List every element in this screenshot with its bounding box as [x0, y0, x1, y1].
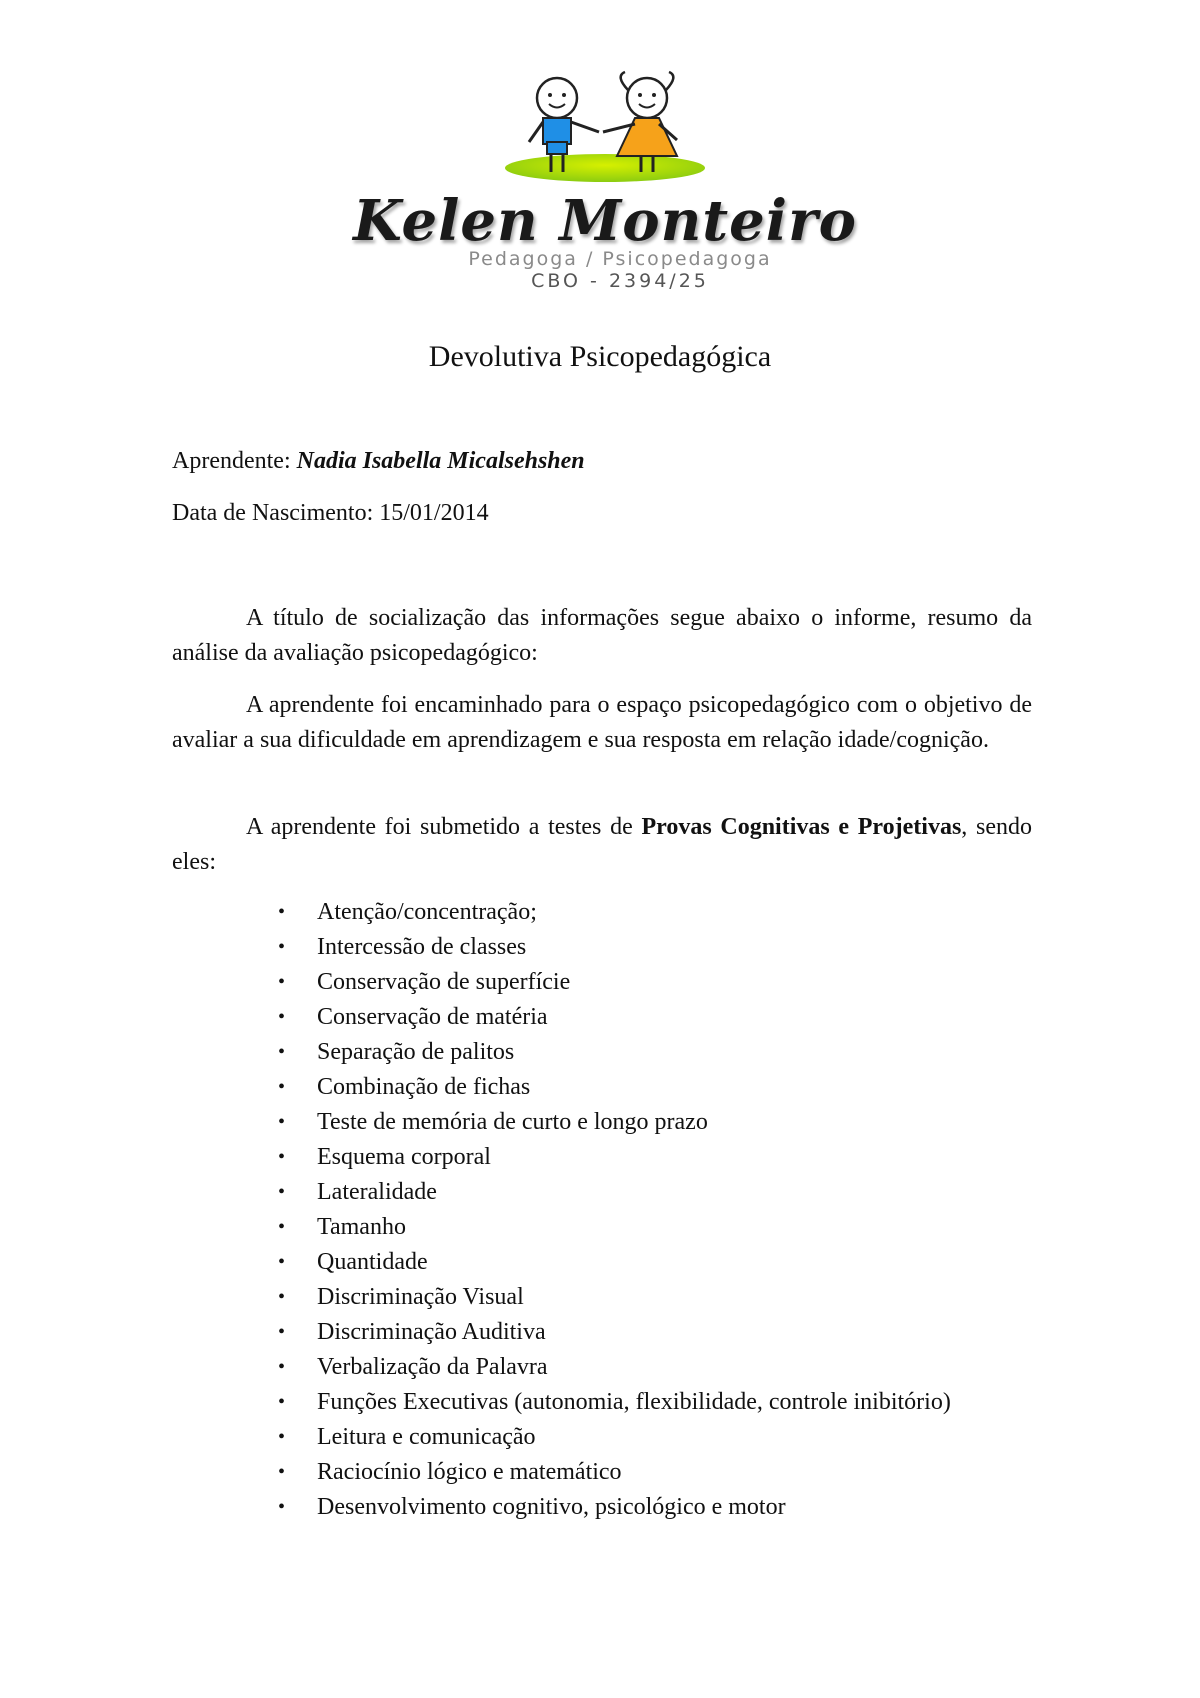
list-item-text: Tamanho [317, 1214, 406, 1240]
learner-label: Aprendente: [172, 448, 291, 474]
bullet-icon: • [278, 1181, 286, 1203]
list-item [172, 965, 1032, 1000]
birth-date-value: 15/01/2014 [379, 500, 489, 526]
bullet-icon: • [278, 1251, 286, 1273]
bullet-icon: • [278, 1286, 286, 1308]
children-logo-icon [495, 70, 715, 185]
list-item [172, 1315, 1032, 1350]
list-item-text: Leitura e comunicação [317, 1424, 536, 1450]
list-item [172, 1455, 1032, 1490]
tests-list [172, 895, 1032, 1525]
bullet-icon: • [278, 1356, 286, 1378]
list-item [172, 930, 1032, 965]
bullet-icon: • [278, 1461, 286, 1483]
logo [320, 70, 890, 290]
list-item-text: Conservação de matéria [317, 1004, 548, 1030]
list-item-text: Raciocínio lógico e matemático [317, 1459, 622, 1485]
bullet-icon: • [278, 1076, 286, 1098]
list-item [172, 1490, 1032, 1525]
list-item [172, 1210, 1032, 1245]
list-item [172, 1280, 1032, 1315]
birth-date-field [172, 500, 489, 527]
list-item-text: Atenção/concentração; [317, 899, 537, 925]
bullet-icon: • [278, 1391, 286, 1413]
list-item [172, 1140, 1032, 1175]
logo-subtitle: Pedagoga / Psicopedagoga [468, 248, 772, 270]
list-item [172, 1245, 1032, 1280]
bullet-icon: • [278, 1426, 286, 1448]
tests-intro-end: , sendo eles: [172, 814, 1032, 875]
list-item-text: Discriminação Visual [317, 1284, 524, 1310]
logo-cbo: CBO - 2394/25 [531, 270, 709, 292]
bullet-icon: • [278, 1041, 286, 1063]
bullet-icon: • [278, 971, 286, 993]
page-title: Devolutiva Psicopedagógica [428, 340, 772, 373]
bullet-icon: • [278, 1111, 286, 1133]
list-item [172, 1035, 1032, 1070]
list-item [172, 1420, 1032, 1455]
list-item [172, 1105, 1032, 1140]
list-item [172, 1385, 1032, 1420]
learner-name: Nadia Isabella Micalsehshen [296, 448, 585, 474]
bullet-icon: • [278, 1146, 286, 1168]
intro-paragraph: A título de socialização das informações segue abaixo o informe, resumo da análise da avaliação psicopedagógico: [172, 605, 1032, 666]
bullet-icon: • [278, 1496, 286, 1518]
list-item-text: Intercessão de classes [317, 934, 527, 960]
list-item [172, 1070, 1032, 1105]
list-item [172, 1000, 1032, 1035]
logo-brand-name: Kelen Monteiro [353, 188, 857, 254]
tests-intro-start: A aprendente foi submetido a testes de [246, 814, 642, 840]
list-item [172, 1350, 1032, 1385]
birth-date-label: Data de Nascimento: [172, 500, 374, 526]
list-item-text: Lateralidade [317, 1179, 437, 1205]
tests-intro-bold: Provas Cognitivas e Projetivas [641, 814, 962, 840]
list-item [172, 1175, 1032, 1210]
list-item [172, 895, 1032, 930]
bullet-icon: • [278, 936, 286, 958]
list-item-text: Esquema corporal [317, 1144, 491, 1170]
list-item-text: Conservação de superfície [317, 969, 571, 995]
bullet-icon: • [278, 1321, 286, 1343]
referral-paragraph: A aprendente foi encaminhado para o espaço psicopedagógico com o objetivo de avaliar a sua dificuldade em aprendizagem e sua resposta em relação idade/cognição. [172, 692, 1032, 753]
bullet-icon: • [278, 901, 286, 923]
list-item-text: Quantidade [317, 1249, 428, 1275]
list-item-text: Teste de memória de curto e longo prazo [317, 1109, 708, 1135]
list-item-text: Separação de palitos [317, 1039, 515, 1065]
bullet-icon: • [278, 1216, 286, 1238]
list-item-text: Combinação de fichas [317, 1074, 531, 1100]
list-item-text: Verbalização da Palavra [317, 1354, 548, 1380]
list-item-text: Funções Executivas (autonomia, flexibilidade, controle inibitório) [317, 1389, 951, 1415]
tests-intro-paragraph [172, 810, 1032, 880]
learner-field [172, 448, 585, 475]
list-item-text: Discriminação Auditiva [317, 1319, 546, 1345]
list-item-text: Desenvolvimento cognitivo, psicológico e motor [317, 1494, 786, 1520]
bullet-icon: • [278, 1006, 286, 1028]
